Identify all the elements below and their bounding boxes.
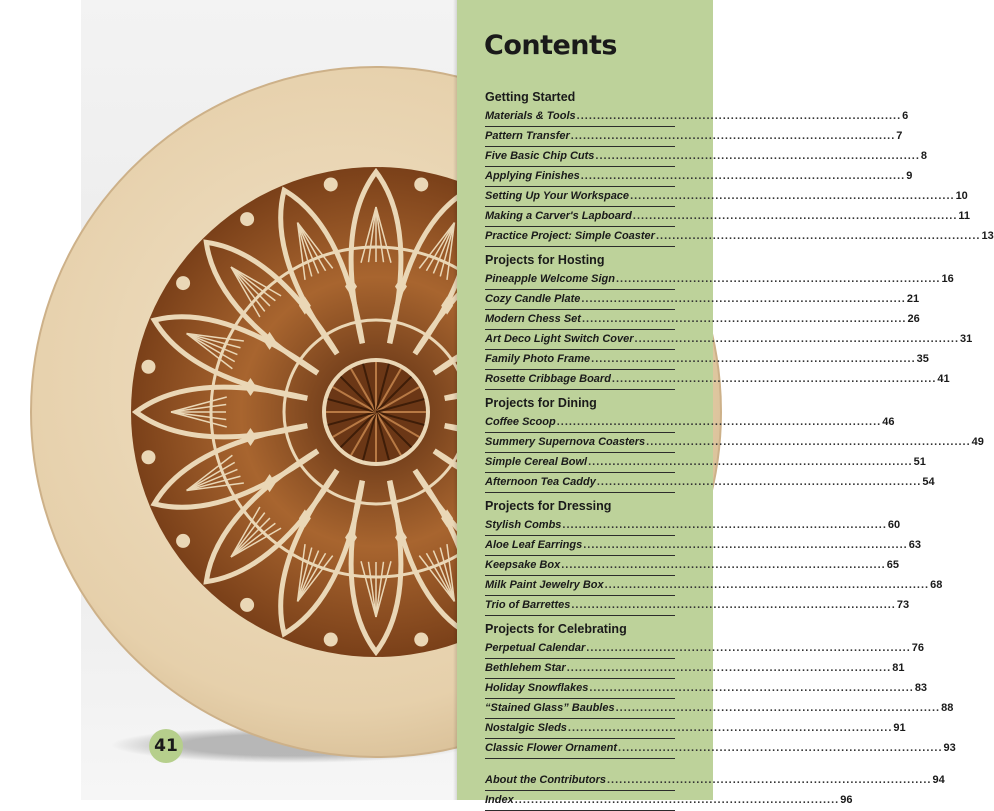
toc-entry-page: 91 [893, 722, 906, 734]
toc-entry-label: Practice Project: Simple Coaster [485, 230, 655, 242]
toc-entry[interactable] [485, 596, 910, 616]
book-page [81, 0, 994, 806]
dot-leader: ................................................................................ [589, 682, 914, 694]
toc-entry-label: Bethlehem Star [485, 662, 566, 674]
toc-entry-label: Afternoon Tea Caddy [485, 476, 596, 488]
dot-leader: ................................................................................ [571, 599, 896, 611]
toc-section-title: Getting Started [485, 90, 576, 104]
toc-entry-label: Materials & Tools [485, 110, 576, 122]
dot-leader: ................................................................................ [588, 456, 913, 468]
dot-leader: ................................................................................ [655, 230, 981, 242]
toc-entry[interactable] [485, 536, 921, 556]
dot-leader: ................................................................................ [615, 702, 941, 714]
outer-trefoil [324, 633, 338, 647]
toc-entry-page: 83 [914, 682, 928, 694]
toc-section [485, 88, 994, 247]
dot-leader: ................................................................................ [618, 742, 943, 754]
toc-entry-page: 31 [960, 333, 973, 345]
toc-entry-label: Family Photo Frame [485, 353, 591, 365]
toc-entry-label: Stylish Combs [485, 519, 562, 531]
toc-section [485, 394, 984, 493]
dot-leader: ................................................................................ [566, 662, 892, 674]
toc-entry-label: Nostalgic Sleds [485, 722, 567, 734]
toc-section-title: Projects for Dressing [485, 499, 612, 513]
toc-entry[interactable] [485, 370, 950, 390]
dot-leader: ................................................................................ [562, 519, 887, 531]
dot-leader: ................................................................................ [596, 476, 922, 488]
toc-entry-label: Summery Supernova Coasters [485, 436, 646, 448]
toc-entry-page: 13 [981, 230, 994, 242]
toc-entry-label: Pineapple Welcome Sign [485, 273, 615, 285]
toc-section-title: Projects for Dining [485, 396, 597, 410]
dot-leader: ................................................................................ [580, 170, 906, 182]
toc-entry-label: Simple Cereal Bowl [485, 456, 588, 468]
dot-leader: ................................................................................ [556, 416, 882, 428]
dot-leader: ................................................................................ [616, 273, 941, 285]
dot-leader: ................................................................................ [583, 539, 908, 551]
toc-entry-page: 60 [887, 519, 901, 531]
toc-section [485, 497, 943, 616]
toc-entry[interactable] [485, 699, 954, 719]
toc-entry-label: Milk Paint Jewelry Box [485, 579, 604, 591]
toc-entry-page: 8 [920, 150, 928, 162]
toc-entry-page: 26 [907, 313, 920, 325]
toc-entry[interactable] [485, 207, 971, 227]
toc-entry-label: Coffee Scoop [485, 416, 556, 428]
dot-leader: ................................................................................ [604, 579, 930, 591]
outer-trefoil [414, 633, 428, 647]
toc-entry-label: Index [485, 794, 514, 806]
toc-entry[interactable] [485, 639, 925, 659]
toc-entry-label: Cozy Candle Plate [485, 293, 581, 305]
dot-leader: ................................................................................ [630, 190, 955, 202]
toc-entry[interactable] [485, 127, 903, 147]
toc-entry-label: Applying Finishes [485, 170, 580, 182]
toc-entry-page: 54 [922, 476, 935, 488]
toc-entry-page: 6 [902, 110, 909, 122]
toc-entry[interactable] [485, 556, 899, 576]
toc-entry-page: 41 [937, 373, 950, 385]
toc-entry-label: Classic Flower Ornament [485, 742, 618, 754]
outer-trefoil [240, 598, 254, 612]
outer-trefoil [240, 212, 254, 226]
toc-entry[interactable] [485, 771, 945, 791]
toc-entry-page: 88 [941, 702, 954, 714]
page-title: Contents [484, 30, 618, 61]
dot-leader: ................................................................................ [595, 150, 920, 162]
toc-entry-page: 49 [971, 436, 984, 448]
toc-entry[interactable] [485, 167, 913, 187]
toc-entry[interactable] [485, 739, 956, 759]
toc-entry-page: 21 [906, 293, 920, 305]
toc-entry-label: Five Basic Chip Cuts [485, 150, 595, 162]
toc-entry-label: Perpetual Calendar [485, 642, 586, 654]
toc-entry[interactable] [485, 330, 973, 350]
rosette-carving-illustration [81, 0, 461, 800]
dot-leader: ................................................................................ [586, 642, 911, 654]
toc-entry[interactable] [485, 576, 943, 596]
toc-spacer [485, 763, 675, 771]
toc-entry-page: 81 [892, 662, 905, 674]
toc-entry[interactable] [485, 350, 929, 370]
toc-entry-label: “Stained Glass” Baubles [485, 702, 615, 714]
toc-entry-page: 7 [896, 130, 903, 142]
toc-entry-label: Rosette Cribbage Board [485, 373, 611, 385]
toc-entry[interactable] [485, 433, 984, 453]
toc-section-title: Projects for Hosting [485, 253, 605, 267]
toc-section [485, 251, 973, 390]
rosette-center-rays [326, 362, 426, 462]
toc-entry-label: Making a Carver's Lapboard [485, 210, 632, 222]
toc-entry-page: 11 [958, 210, 971, 222]
toc-entry-label: About the Contributors [485, 774, 606, 786]
toc-entry-page: 96 [840, 794, 853, 806]
toc-entry[interactable] [485, 719, 906, 739]
dot-leader: ................................................................................ [514, 794, 840, 806]
toc-entry[interactable] [485, 453, 926, 473]
toc-entry[interactable] [485, 310, 920, 330]
toc-entry[interactable] [485, 659, 905, 679]
toc-section-title: Projects for Celebrating [485, 622, 627, 636]
toc-entry[interactable] [485, 413, 895, 433]
page-number-badge: 41 [149, 729, 183, 763]
outer-trefoil [176, 276, 190, 290]
toc-entry-page: 10 [955, 190, 968, 202]
dot-leader: ................................................................................ [591, 353, 916, 365]
dot-leader: ................................................................................ [632, 210, 958, 222]
toc-entry-page: 51 [913, 456, 926, 468]
toc-entry-label: Holiday Snowflakes [485, 682, 589, 694]
toc-entry[interactable] [485, 187, 968, 207]
toc-entry-page: 76 [911, 642, 925, 654]
toc-entry-page: 46 [882, 416, 895, 428]
outer-trefoil [324, 177, 338, 191]
dot-leader: ................................................................................ [646, 436, 971, 448]
dot-leader: ................................................................................ [634, 333, 960, 345]
toc-entry-page: 65 [886, 559, 899, 571]
toc-entry[interactable] [485, 290, 920, 310]
toc-entry[interactable] [485, 270, 954, 290]
toc-entry-label: Aloe Leaf Earrings [485, 539, 583, 551]
outer-trefoil [414, 177, 428, 191]
dot-leader: ................................................................................ [567, 722, 893, 734]
toc-entry-page: 93 [943, 742, 956, 754]
toc-entry[interactable] [485, 147, 928, 167]
toc-entry[interactable] [485, 791, 853, 811]
toc-entry[interactable] [485, 516, 901, 536]
toc-entry-label: Modern Chess Set [485, 313, 581, 325]
toc-entry-label: Trio of Barrettes [485, 599, 571, 611]
toc-entry-label: Pattern Transfer [485, 130, 570, 142]
dot-leader: ................................................................................ [606, 774, 932, 786]
toc-entry-page: 9 [906, 170, 913, 182]
dot-leader: ................................................................................ [581, 313, 907, 325]
toc-section [485, 620, 956, 759]
toc-entry[interactable] [485, 227, 994, 247]
toc-entry[interactable] [485, 679, 928, 699]
outer-trefoil [141, 360, 155, 374]
toc-entry-label: Art Deco Light Switch Cover [485, 333, 634, 345]
toc-entry-label: Keepsake Box [485, 559, 561, 571]
toc-entry[interactable] [485, 473, 935, 493]
toc-entry-page: 73 [896, 599, 910, 611]
toc-entry-page: 16 [941, 273, 954, 285]
toc-entry-page: 94 [932, 774, 945, 786]
outer-trefoil [141, 450, 155, 464]
dot-leader: ................................................................................ [561, 559, 886, 571]
dot-leader: ................................................................................ [570, 130, 896, 142]
dot-leader: ................................................................................ [576, 110, 902, 122]
dot-leader: ................................................................................ [611, 373, 937, 385]
chip-carved-rosette-plate-image [81, 0, 461, 800]
toc-entry-page: 68 [930, 579, 943, 591]
toc-entry-page: 35 [916, 353, 929, 365]
table-of-contents [485, 88, 994, 811]
outer-trefoil [176, 534, 190, 548]
toc-entry-page: 63 [908, 539, 921, 551]
toc-entry[interactable] [485, 107, 909, 127]
toc-entry-label: Setting Up Your Workspace [485, 190, 630, 202]
dot-leader: ................................................................................ [581, 293, 906, 305]
